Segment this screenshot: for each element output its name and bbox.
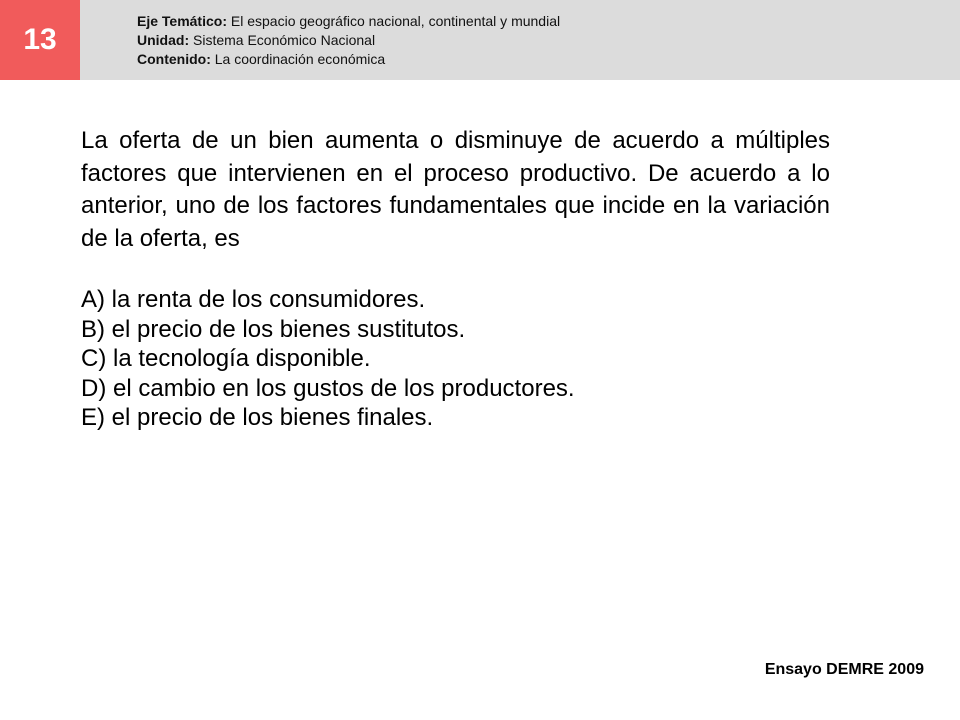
answer-options (81, 285, 841, 433)
option-e: E) el precio de los bienes finales. (81, 404, 434, 431)
option-d: D) el cambio en los gustos de los productores. (81, 374, 575, 402)
eje-tematico-value: El espacio geográfico nacional, continental y mundial (230, 13, 561, 29)
option-b: B) el precio de los bienes sustitutos. (81, 315, 466, 343)
contenido-line (137, 50, 560, 69)
unidad-line (137, 31, 560, 50)
eje-tematico-line (137, 12, 560, 31)
contenido-label: Contenido: (137, 51, 211, 67)
eje-tematico-label: Eje Temático: (137, 13, 227, 29)
question-stem: La oferta de un bien aumenta o disminuye de acuerdo a múltiples factores que intervienen en el proceso productivo. De acuerdo a lo anterior, uno de los factores fundamentales que incide en la variación de la oferta, es (81, 127, 830, 252)
unidad-value: Sistema Económico Nacional (193, 32, 376, 48)
option-a: A) la renta de los consumidores. (81, 286, 426, 313)
source-label: Ensayo DEMRE 2009 (764, 661, 924, 678)
question-number-badge (0, 0, 80, 80)
header-info (137, 12, 560, 69)
option-c: C) la tecnología disponible. (81, 345, 371, 372)
unidad-label: Unidad: (137, 32, 190, 48)
contenido-value: La coordinación económica (214, 51, 386, 67)
question-number: 13 (23, 23, 57, 56)
